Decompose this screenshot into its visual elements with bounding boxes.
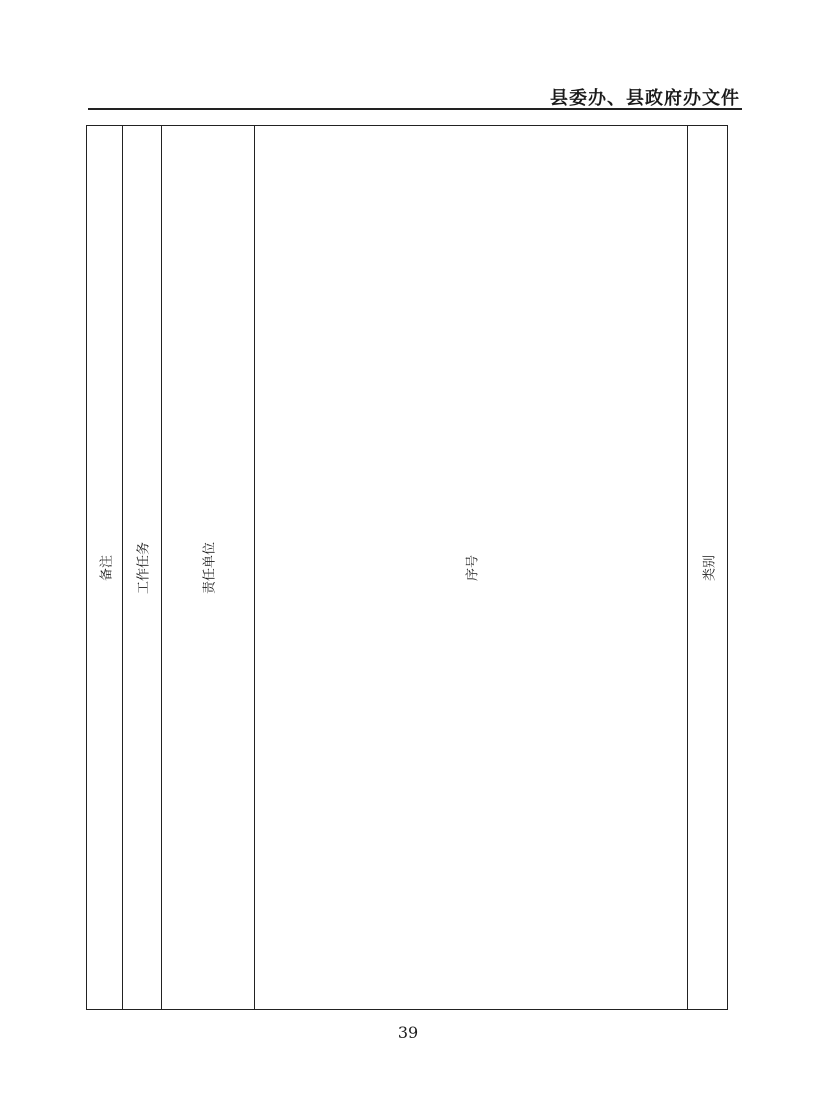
header-divider xyxy=(88,108,742,110)
col-header-seq: 序号 xyxy=(255,126,688,1010)
task-table xyxy=(86,125,728,1010)
page-number: 39 xyxy=(397,1023,419,1042)
col-header-note: 备注 xyxy=(87,126,123,1010)
col-header-task: 工作任务 xyxy=(123,126,162,1010)
col-header-category: 类别 xyxy=(688,126,728,1010)
header-title: 县委办、县政府办文件 xyxy=(550,88,740,109)
table-header-row xyxy=(87,126,728,1010)
col-header-unit: 责任单位 xyxy=(162,126,255,1010)
